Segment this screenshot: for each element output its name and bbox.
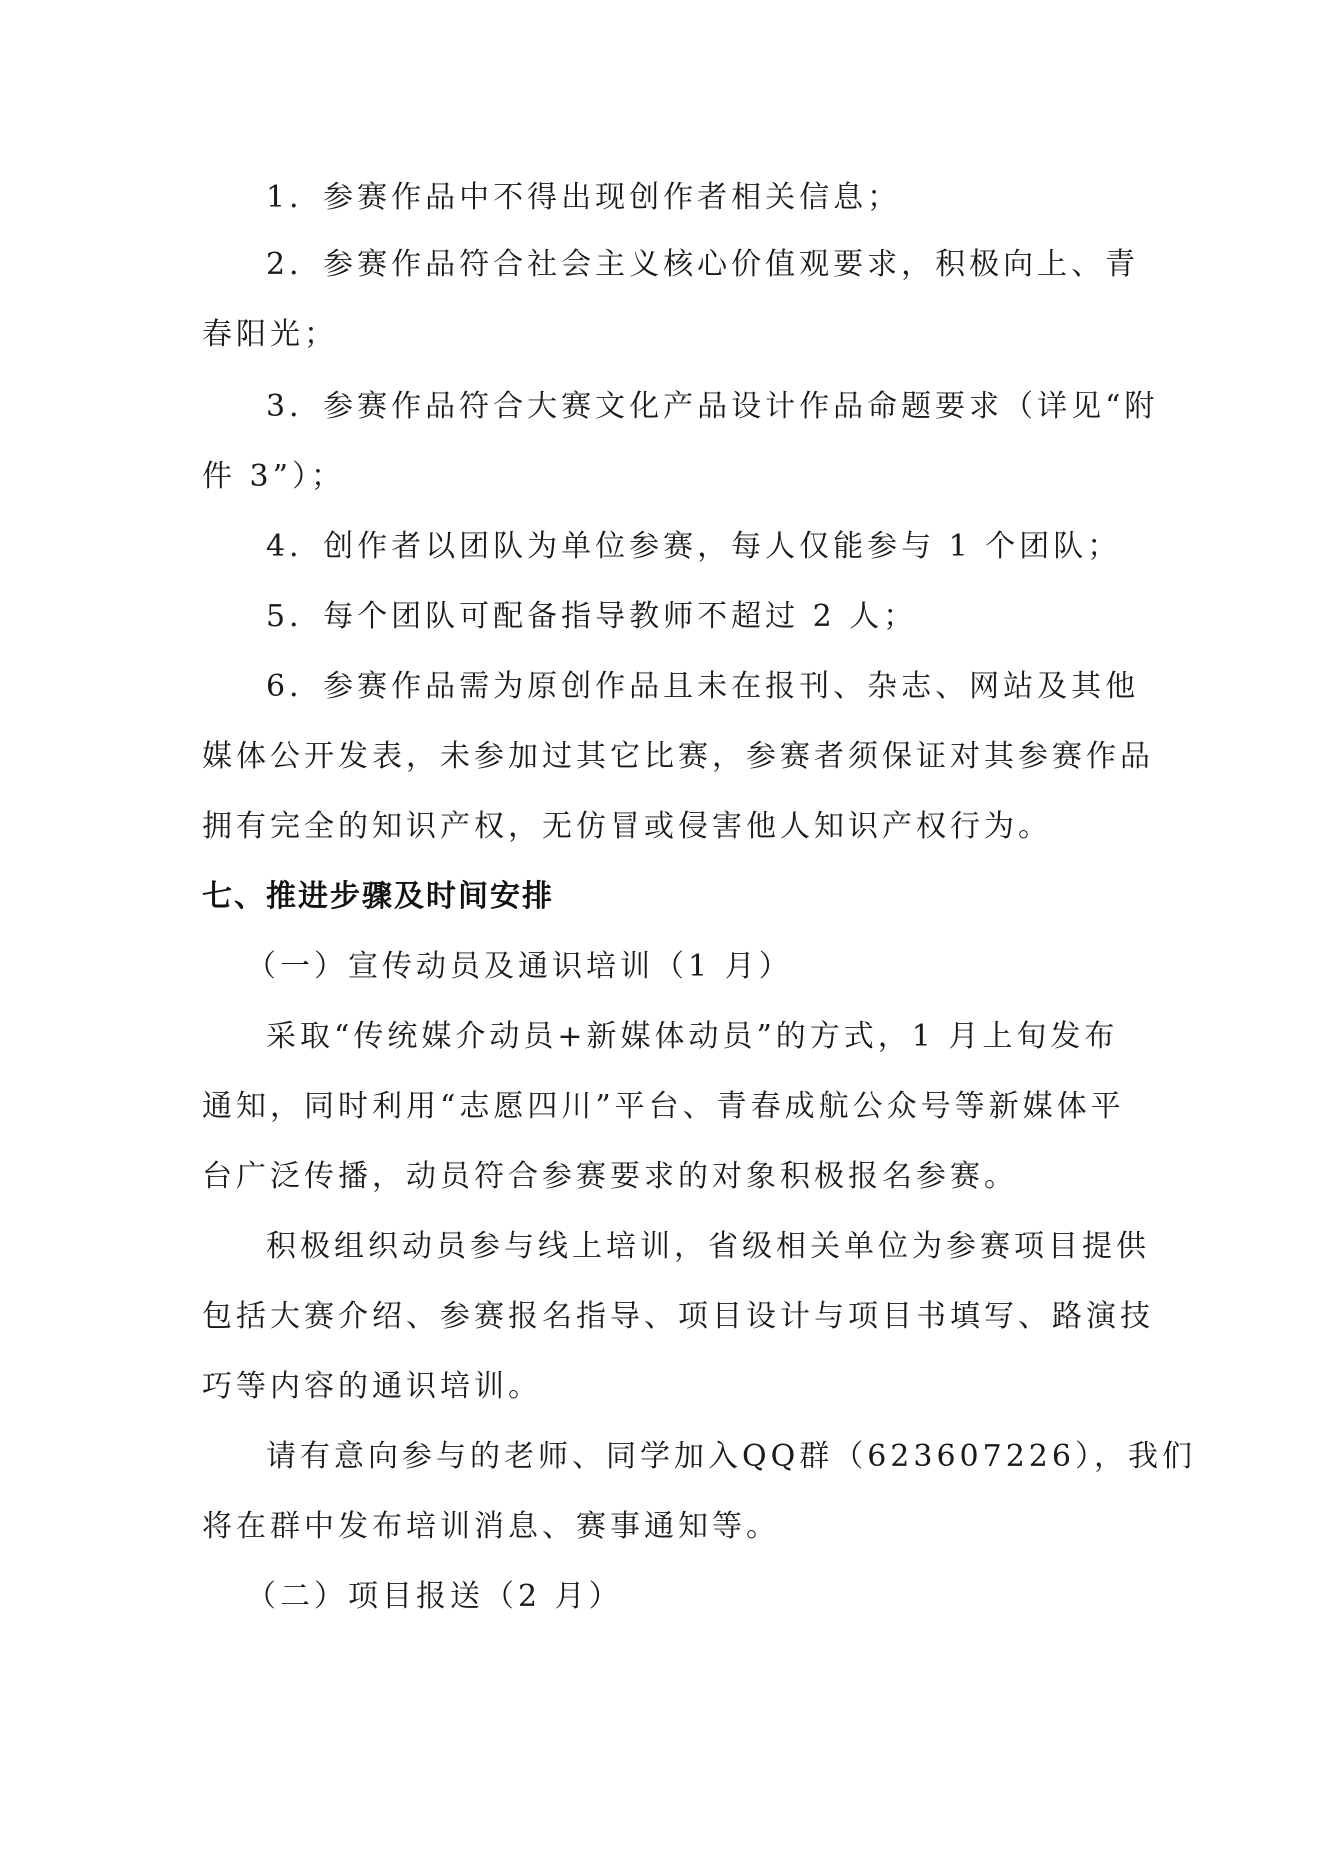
rule-4-text: 4．创作者以团队为单位参赛，每人仅能参与 1 个团队；: [266, 529, 1122, 564]
paragraph-1-line-1: 采取“传统媒介动员+新媒体动员”的方式，1 月上旬发布: [266, 1019, 1119, 1054]
subsection-2-title: （二）项目报送（2 月）: [246, 1579, 623, 1614]
paragraph-1-line-2: 通知，同时利用“志愿四川”平台、青春成航公众号等新媒体平: [202, 1089, 1125, 1124]
paragraph-2-line-2: 包括大赛介绍、参赛报名指导、项目设计与项目书填写、路演技: [202, 1299, 1154, 1334]
paragraph-2-line-1: 积极组织动员参与线上培训，省级相关单位为参赛项目提供: [266, 1229, 1150, 1264]
paragraph-3-line-1: 请有意向参与的老师、同学加入QQ群（623607226），我们: [266, 1439, 1196, 1474]
subsection-1-title: （一）宣传动员及通识培训（1 月）: [246, 949, 793, 984]
rule-1-text: 1．参赛作品中不得出现创作者相关信息；: [266, 180, 902, 215]
paragraph-2-line-3: 巧等内容的通识培训。: [202, 1369, 542, 1404]
rule-6-text-line-1: 6．参赛作品需为原创作品且未在报刊、杂志、网站及其他: [266, 669, 1140, 704]
paragraph-1-line-3: 台广泛传播，动员符合参赛要求的对象积极报名参赛。: [202, 1159, 1018, 1194]
rule-2-text-line-2: 春阳光；: [202, 317, 338, 352]
paragraph-3-line-2: 将在群中发布培训消息、赛事通知等。: [202, 1509, 780, 1544]
rule-2-text-line-1: 2．参赛作品符合社会主义核心价值观要求，积极向上、青: [266, 247, 1140, 282]
rule-6-text-line-2: 媒体公开发表，未参加过其它比赛，参赛者须保证对其参赛作品: [202, 739, 1154, 774]
rule-3-text-line-1: 3．参赛作品符合大赛文化产品设计作品命题要求（详见“附: [266, 389, 1159, 424]
rule-3-text-line-2: 件 3”）；: [202, 459, 345, 494]
section-heading: 七、推进步骤及时间安排: [202, 879, 554, 914]
rule-6-text-line-3: 拥有完全的知识产权，无仿冒或侵害他人知识产权行为。: [202, 809, 1052, 844]
rule-5-text: 5．每个团队可配备指导教师不超过 2 人；: [266, 599, 918, 634]
